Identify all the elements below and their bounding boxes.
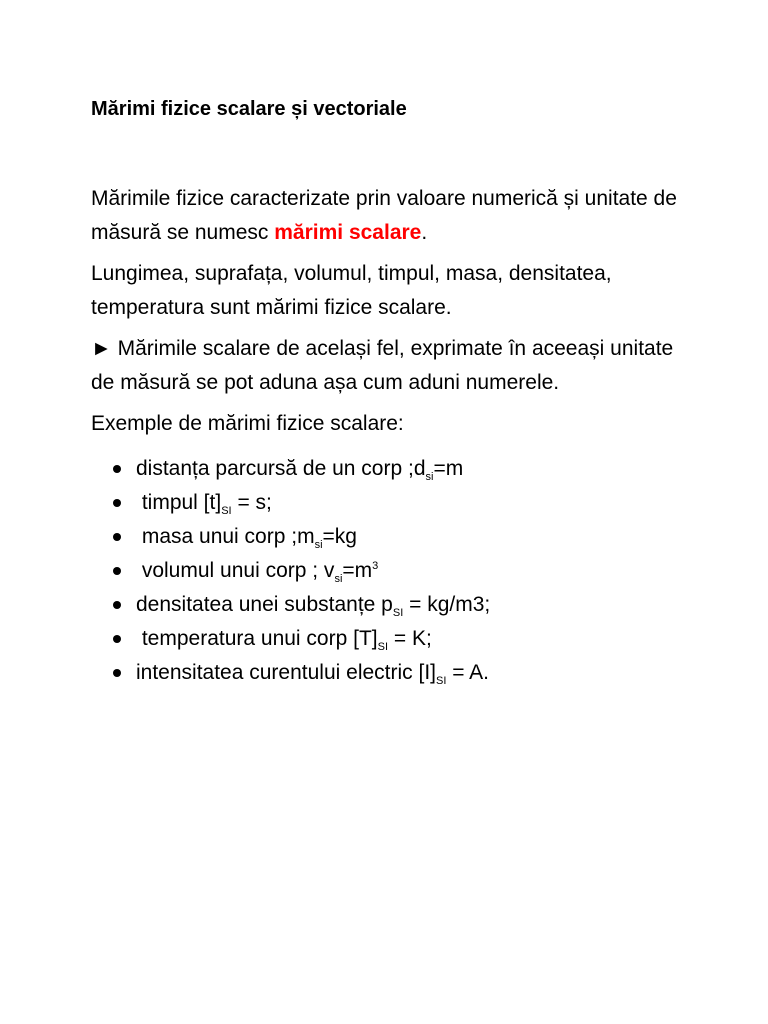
bullet-icon: [113, 567, 121, 575]
highlight-scalar-quantities: mărimi scalare: [274, 221, 422, 244]
bullet-icon: [113, 635, 121, 643]
bullet-icon: [113, 533, 121, 541]
list-item: volumul unui corp ; $v_{si}=m^3$: [91, 554, 691, 588]
bullet-icon: [113, 465, 121, 473]
list-item: distanța parcursă de un corp $;d_{si}=m$: [91, 452, 691, 486]
definition-text: Mărimile fizice caracterizate prin valoare numerică și unitate de măsură se numesc: [91, 187, 677, 244]
bullet-list: [91, 452, 691, 690]
bullet-icon: [113, 601, 121, 609]
bullet-icon: [113, 669, 121, 677]
document-page: [91, 94, 691, 690]
definition-end: .: [421, 221, 428, 244]
list-item: masa unui corp $;m_{si}=kg$: [91, 520, 691, 554]
list-item: temperatura unui corp $[T]_{SI} = K$;: [91, 622, 691, 656]
paragraph-examples-list: Lungimea, suprafața, volumul, timpul, masa, densitatea, temperatura sunt mărimi fizice scalare.: [91, 262, 612, 319]
list-item: densitatea unei substanțe $p_{SI} = kg/m3$;: [91, 588, 691, 622]
bullet-icon: [113, 499, 121, 507]
paragraph-addition-rule: ► Mărimile scalare de același fel, exprimate în aceeași unitate de măsură se pot aduna așa cum aduni numerele.: [91, 337, 674, 394]
paragraph-examples-intro: Exemple de mărimi fizice scalare:: [91, 412, 404, 435]
list-item: timpul $[t]_{SI} = s$;: [91, 486, 691, 520]
paragraph-definition: [91, 182, 691, 250]
list-item: intensitatea curentului electric $[I]_{SI} = A$.: [91, 656, 691, 690]
document-title: Mărimi fizice scalare și vectoriale: [91, 98, 407, 120]
